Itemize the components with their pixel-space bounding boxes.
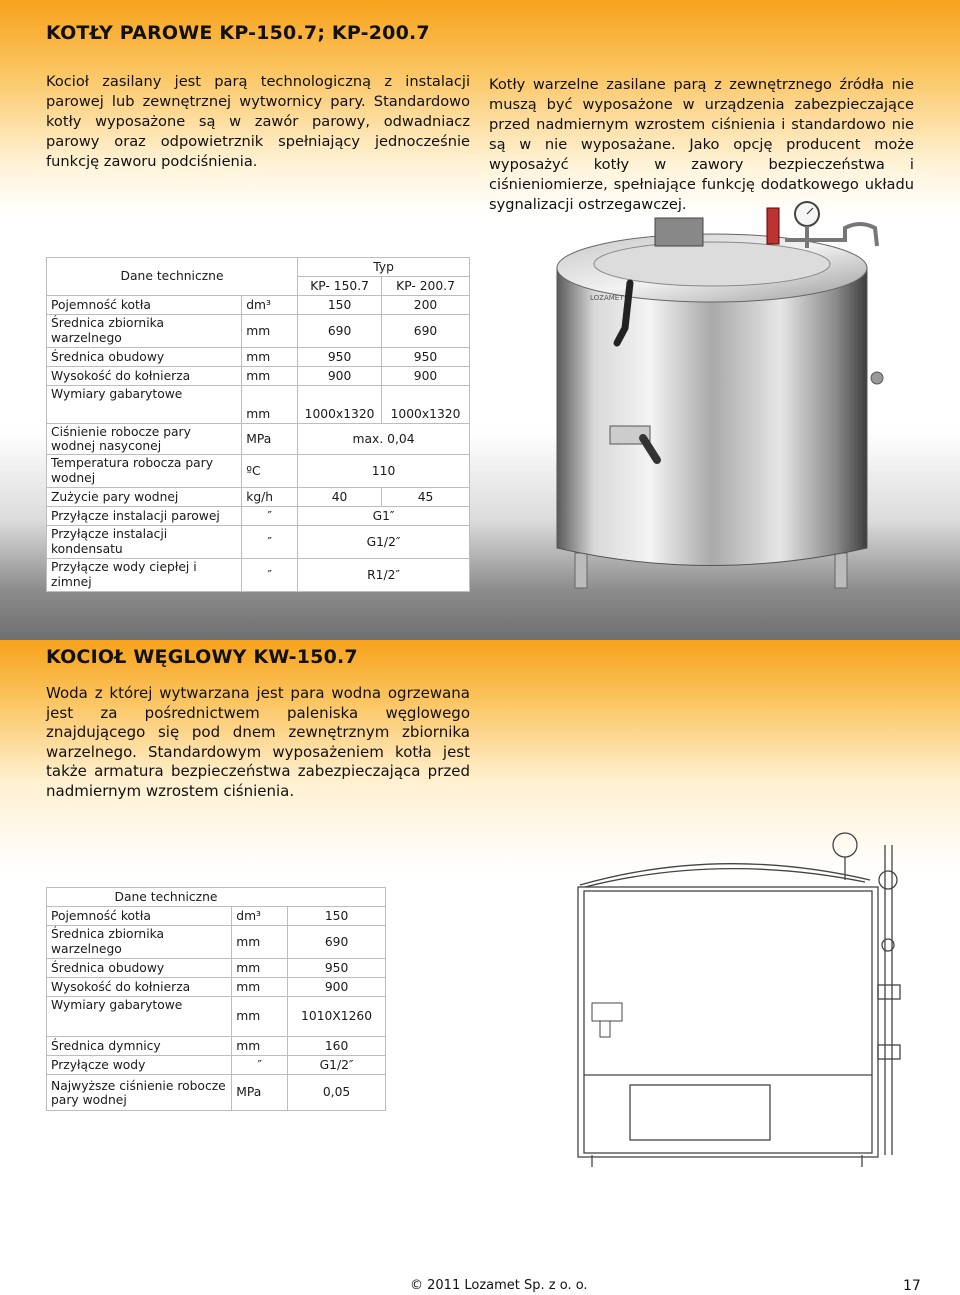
row-unit: MPa [232,1075,288,1111]
table-row [47,526,470,559]
table-row [47,997,386,1037]
column-header: KP- 200.7 [382,277,470,296]
table-header: Dane techniczne [47,888,386,907]
table-row [47,1037,386,1056]
row-value: 150 [298,296,382,315]
row-unit: dm³ [242,296,298,315]
row-value: 150 [288,907,386,926]
row-unit: dm³ [232,907,288,926]
table-row [47,907,386,926]
row-unit: mm [232,959,288,978]
row-label: Wymiary gabarytowe [47,997,232,1037]
row-value: 950 [298,348,382,367]
table-row [47,488,470,507]
row-value: 690 [288,926,386,959]
brand-label: LOZAMET [590,294,624,302]
row-value: 110 [298,455,470,488]
row-label: Przyłącze wody ciepłej i zimnej [47,559,242,592]
spec-table-steam [46,257,470,592]
row-value: 40 [298,488,382,507]
page-number: 17 [903,1278,921,1294]
table-row [47,978,386,997]
row-unit: ″ [232,1056,288,1075]
row-value: 1000x1320 [298,386,382,424]
row-value: 0,05 [288,1075,386,1111]
table-row [47,559,470,592]
row-label: Temperatura robocza pary wodnej [47,455,242,488]
row-value: 690 [382,315,470,348]
row-value: 160 [288,1037,386,1056]
row-unit: kg/h [242,488,298,507]
row-label: Przyłącze instalacji parowej [47,507,242,526]
row-label: Średnica zbiornika warzelnego [47,926,232,959]
section1-para-left: Kocioł zasilany jest parą technologiczną z instalacji parowej lub zewnętrznej wytwornicy pary. Standardowo kotły wyposażone są w zawór parowy, odwadniacz parowy oraz odpowietrznik spełniający jednocześnie funkcję zaworu podciśnienia. [46,73,470,170]
row-label: Wysokość do kołnierza [47,367,242,386]
table-row [47,507,470,526]
row-value: max. 0,04 [298,424,470,455]
table-row [47,959,386,978]
row-label: Wysokość do kołnierza [47,978,232,997]
row-label: Przyłącze instalacji kondensatu [47,526,242,559]
row-unit: ″ [242,559,298,592]
table-row [47,455,470,488]
row-label: Wymiary gabarytowe [47,386,242,424]
table-row [47,348,470,367]
row-unit: ″ [242,507,298,526]
section2-para: Woda z której wytwarzana jest para wodna ogrzewana jest za pośrednictwem paleniska węglowego znajdującego się pod dnem zewnętrznym zbiornika warzelnego. Standardowym wyposażeniem kotła jest także armatura bezpieczeństwa zabezpieczająca przed nadmiernym wzrostem ciśnienia. [46,684,470,800]
row-value: 45 [382,488,470,507]
row-label: Średnica zbiornika warzelnego [47,315,242,348]
row-unit: MPa [242,424,298,455]
row-value: 200 [382,296,470,315]
table-row [47,367,470,386]
row-value: 950 [382,348,470,367]
row-unit: mm [232,997,288,1037]
row-value: 950 [288,959,386,978]
row-unit: mm [242,386,298,424]
row-label: Ciśnienie robocze pary wodnej nasyconej [47,424,242,455]
typ-label: Typ [298,258,470,277]
table-row [47,315,470,348]
row-value: R1/2″ [298,559,470,592]
column-header: KP- 150.7 [298,277,382,296]
row-label: Średnica obudowy [47,959,232,978]
row-unit: mm [242,348,298,367]
row-unit: mm [232,1037,288,1056]
row-label: Pojemność kotła [47,296,242,315]
row-unit: ″ [242,526,298,559]
steam-kettle-photo [545,198,890,598]
table-row [47,424,470,455]
row-label: Zużycie pary wodnej [47,488,242,507]
table-row [47,1075,386,1111]
table-row [47,888,386,907]
row-value: 690 [298,315,382,348]
coal-boiler-drawing [570,825,915,1175]
table-row [47,926,386,959]
footer-copyright: © 2011 Lozamet Sp. z o. o. [410,1278,588,1293]
table-row [47,258,470,277]
row-label: Pojemność kotła [47,907,232,926]
section2-title: KOCIOŁ WĘGLOWY KW-150.7 [46,646,358,668]
table-row [47,386,470,424]
row-label: Średnica obudowy [47,348,242,367]
row-value: 900 [382,367,470,386]
section1-title: KOTŁY PAROWE KP-150.7; KP-200.7 [46,22,430,44]
table-row [47,296,470,315]
row-unit: mm [232,978,288,997]
row-unit: mm [242,315,298,348]
row-value: 1000x1320 [382,386,470,424]
row-label: Przyłącze wody [47,1056,232,1075]
spec-table-coal [46,887,386,1111]
table-row [47,1056,386,1075]
row-value: G1/2″ [288,1056,386,1075]
row-unit: mm [232,926,288,959]
row-value: G1/2″ [298,526,470,559]
row-value: 1010X1260 [288,997,386,1037]
row-unit: mm [242,367,298,386]
table-header: Dane techniczne [47,258,298,296]
section1-para-right: Kotły warzelne zasilane parą z zewnętrznego źródła nie muszą być wyposażone w urządzenia zabezpieczające przed nadmiernym wzrostem ciśnienia i standardowo nie są w nie wyposażane. Jako opcję producent może wyposażyć kotły w zawory bezpieczeństwa i ciśnieniomierze, spełniające funkcję dodatkowego układu sygnalizacji ostrzegawczej. [489,76,914,213]
row-value: G1″ [298,507,470,526]
row-value: 900 [288,978,386,997]
row-unit: ºC [242,455,298,488]
row-label: Średnica dymnicy [47,1037,232,1056]
row-value: 900 [298,367,382,386]
row-label: Najwyższe ciśnienie robocze pary wodnej [47,1075,232,1111]
